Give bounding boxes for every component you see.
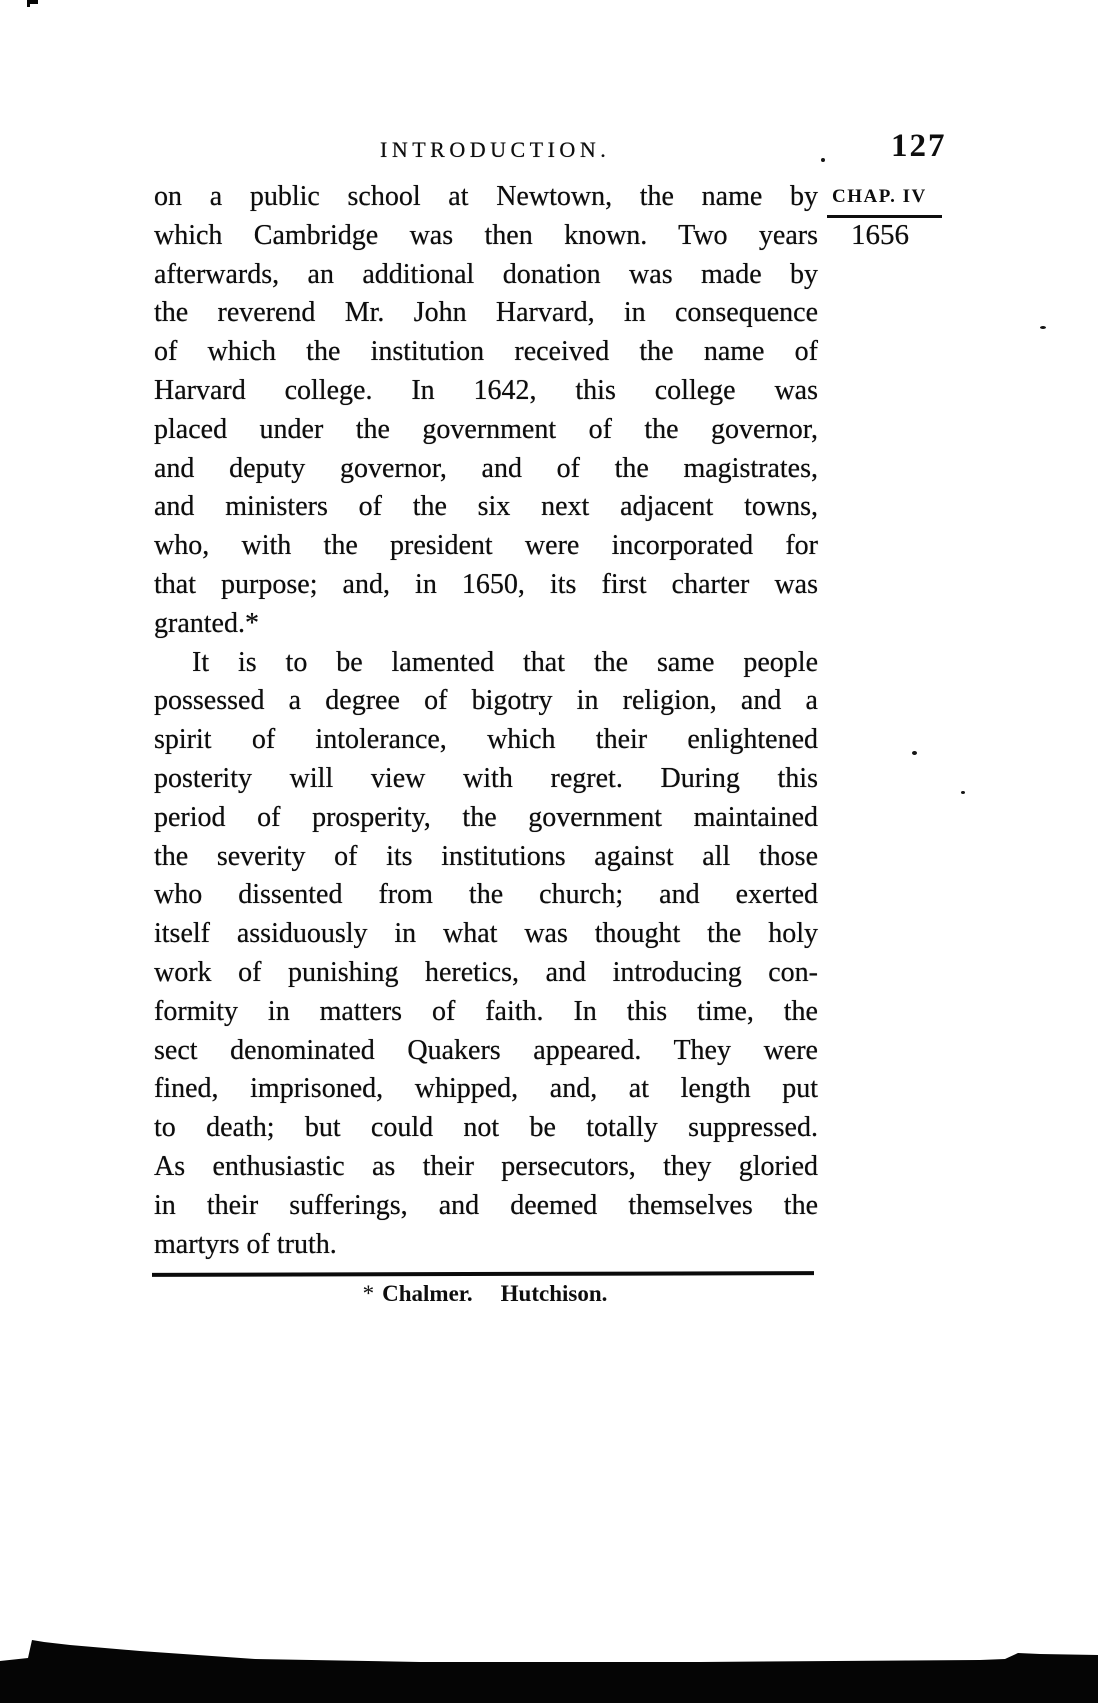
text-line: Harvard college. In 1642, this college was (154, 374, 818, 406)
scan-speck-artifact (821, 158, 825, 162)
text-line-paragraph-end: martyrs of truth. (154, 1228, 337, 1260)
footnote-reference: Chalmer. (382, 1281, 473, 1306)
text-line: possessed a degree of bigotry in religion, and a (154, 685, 818, 717)
text-line: itself assiduously in what was thought the holy (154, 918, 818, 950)
scan-speck-artifact (1040, 326, 1046, 329)
text-line: work of punishing heretics, and introducing con- (154, 956, 818, 988)
scan-speck-artifact (912, 751, 917, 755)
text-line: on a public school at Newtown, the name by (154, 181, 818, 212)
text-line: As enthusiastic as their persecutors, they gloried (154, 1150, 818, 1182)
text-line-paragraph-end: granted.* (154, 607, 259, 639)
text-line: the severity of its institutions against all those (154, 840, 818, 872)
text-line: to death; but could not be totally suppressed. (154, 1112, 818, 1144)
margin-year-note: 1656 (851, 219, 909, 251)
text-line: which Cambridge was then known. Two years (154, 219, 818, 251)
text-line: and deputy governor, and of the magistrates, (154, 452, 818, 484)
page-number: 127 (891, 128, 947, 164)
text-line: who dissented from the church; and exerted (154, 879, 818, 911)
text-line: afterwards, an additional donation was made by (154, 258, 818, 290)
scan-dash-artifact (27, 0, 30, 7)
text-line: sect denominated Quakers appeared. They were (154, 1034, 818, 1066)
page-text-column (154, 178, 818, 1264)
text-line-paragraph-start: It is to be lamented that the same people (192, 646, 818, 678)
running-head: INTRODUCTION. (380, 137, 611, 162)
text-line: the reverend Mr. John Harvard, in consequence (154, 297, 818, 329)
text-line: that purpose; and, in 1650, its first charter was (154, 568, 818, 600)
text-line: in their sufferings, and deemed themselves the (154, 1189, 818, 1221)
text-line: and ministers of the six next adjacent towns, (154, 491, 818, 523)
text-line: period of prosperity, the government maintained (154, 801, 818, 833)
footnote-rule (152, 1271, 814, 1277)
scan-speck-artifact (961, 791, 965, 794)
margin-chapter-note: CHAP. IV (832, 186, 927, 207)
margin-rule (827, 215, 942, 218)
footnote-marker: * (362, 1281, 375, 1306)
footnote-reference: Hutchison. (500, 1281, 608, 1306)
text-line: placed under the government of the governor, (154, 413, 818, 445)
text-line: of which the institution received the name of (154, 336, 818, 368)
footnote (154, 1281, 816, 1307)
text-line: posterity will view with regret. During this (154, 762, 818, 794)
text-line: who, with the president were incorporated for (154, 530, 818, 562)
text-line: fined, imprisoned, whipped, and, at length put (154, 1073, 818, 1105)
text-line: spirit of intolerance, which their enlightened (154, 724, 818, 756)
text-line: formity in matters of faith. In this time, the (154, 995, 818, 1027)
